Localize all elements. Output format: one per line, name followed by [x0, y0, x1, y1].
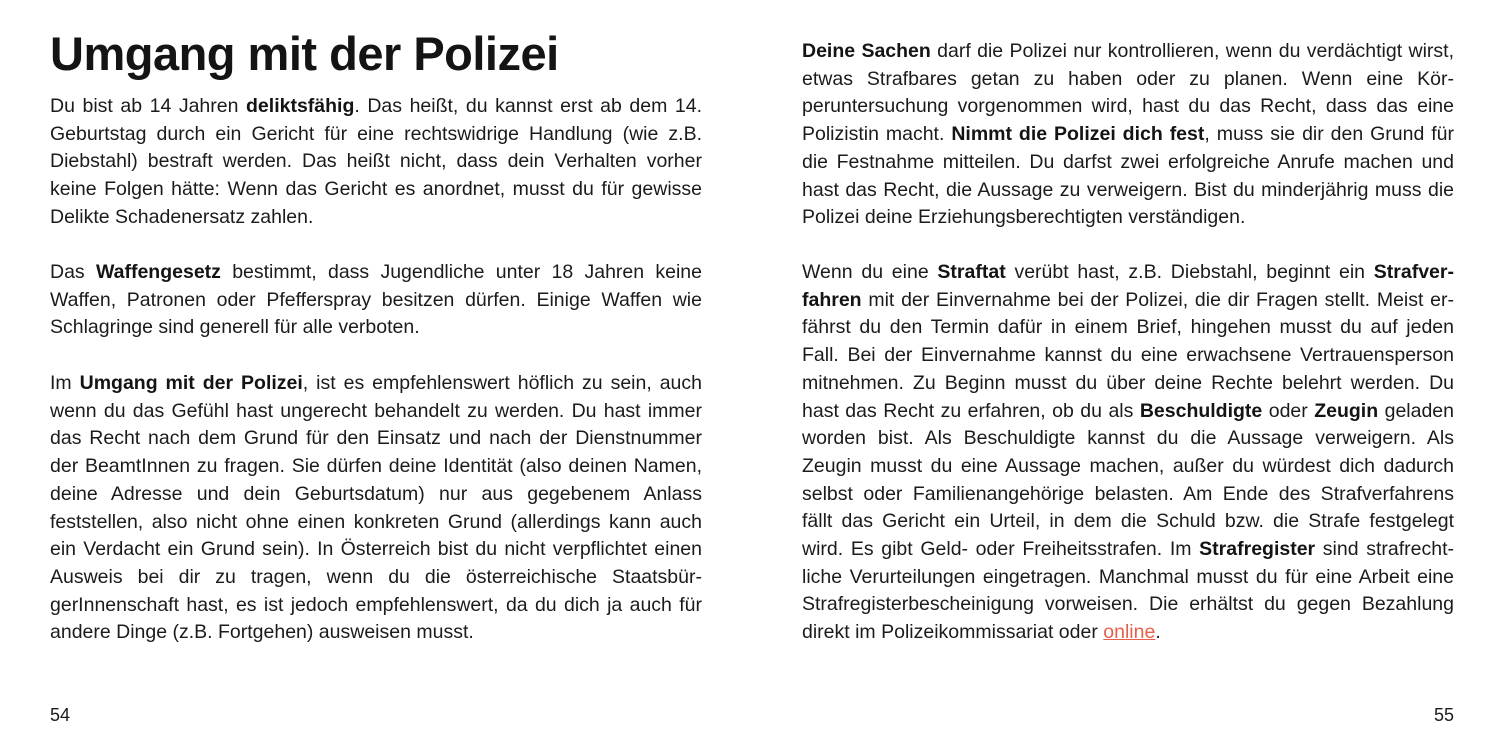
page-title: Umgang mit der Polizei [50, 27, 559, 80]
left-page [50, 0, 702, 752]
paragraph-umgang-polizei: Im Umgang mit der Polizei, ist es empfehlenswert höflich zu sein, auch wenn du das Gefühl hast ungerecht behandelt zu werden. Du hast immer das Recht nach dem Grund für den Einsatz und nach der Dienstnummer der BeamtInnen zu fragen. Sie dürfen deine Identität (also deinen Namen, deine Adresse und dein Geburtsdatum) nur aus gegebenem Anlass feststellen, also nicht ohne einen konkreten Grund (allerdings kann auch ein Verdacht ein Grund sein). In Österreich bist du nicht verpflichtet einen Ausweis bei dir zu tragen, wenn du die österreichische StaatsbürgerInnenschaft hast, es ist jedoch empfehlenswert, da du dich ja auch für andere Dinge (z.B. Fortgehen) ausweisen musst. [50, 372, 702, 644]
paragraph-waffengesetz: Das Waffengesetz bestimmt, dass Jugendliche unter 18 Jahren keine Waffen, Patronen oder Pfefferspray besitzen dürfen. Einige Waffen wie Schlagringe sind generell für alle verboten. [50, 261, 702, 339]
right-page [802, 0, 1454, 752]
online-link[interactable]: online [1103, 621, 1156, 644]
page-number-left: 54 [50, 705, 71, 725]
paragraph-straftat: Wenn du eine Straftat verübt hast, z.B. Diebstahl, beginnt ein Strafverfahren mit der Einvernahme bei der Polizei, die dir Fragen stellt. Meist erfährst du den Termin dafür in einem Brief, hingehen musst du auf jeden Fall. Bei der Einvernahme kannst du eine erwachsene Vertrauensperson mitnehmen. Zu Beginn musst du über deine Rechte belehrt werden. Du hast das Recht zu erfahren, ob du als Beschuldigte oder Zeugin geladen worden bist. Als Beschuldigte kannst du die Aussage verweigern. Als Zeugin musst du eine Aussage machen, außer du würdest dich dadurch selbst oder Familienangehörige belasten. Am Ende des Strafverfahrens fällt das Gericht ein Urteil, in dem die Schuld bzw. die Strafe festgelegt wird. Es gibt Geld- oder Freiheitsstrafen. Im Strafregister sind strafrechtliche Verurteilungen eingetragen. Manchmal musst du für eine Arbeit eine Strafregisterbescheinigung vorweisen. Die erhältst du gegen Bezahlung direkt im Polizeikommissariat oder online. [802, 261, 1455, 644]
paragraph-deine-sachen: Deine Sachen darf die Polizei nur kontrollieren, wenn du verdächtigt wirst, etwas Strafbares getan zu haben oder zu planen. Wenn eine Körperuntersuchung vorgenommen wird, hast du das Recht, dass das eine Polizistin macht. Nimmt die Polizei dich fest, muss sie dir den Grund für die Festnahme mitteilen. Du darfst zwei erfolgreiche Anrufe machen und hast das Recht, die Aussage zu verweigern. Bist du minderjährig muss die Polizei deine Erziehungsberechtigten verständigen. [802, 40, 1454, 229]
page-number-right: 55 [1433, 705, 1454, 725]
paragraph-deliktsfaehigkeit: Du bist ab 14 Jahren deliktsfähig. Das heißt, du kannst erst ab dem 14. Geburtstag durch ein Gericht für eine rechtswidrige Handlung (wie z.B. Diebstahl) bestraft werden. Das heißt nicht, dass dein Verhalten vorher keine Folgen hätte: Wenn das Gericht es anordnet, musst du für gewisse Delikte Schadenersatz zahlen. [50, 95, 702, 228]
